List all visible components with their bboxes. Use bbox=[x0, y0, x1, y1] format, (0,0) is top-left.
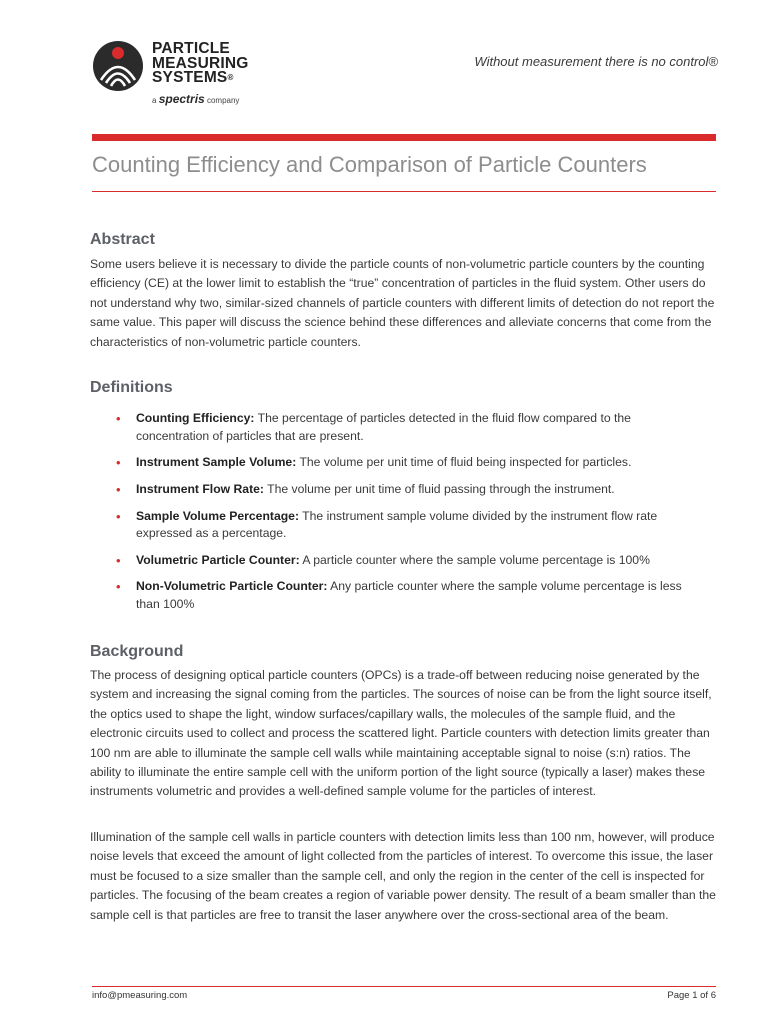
background-paragraph-2: Illumination of the sample cell walls in particle counters with detection limits less than 100 nm, however, will produce noise levels that exceed the amount of light collected from the particles of interest. To overcome this issue, the laser must be focused to a size smaller than the sample cell, and only the region in the center of the cell is inspected for particles. The focusing of the beam creates a region of variable power density. The result of a beam smaller than the sample cell is that particles are free to transit the laser anywhere over the cross-sectional area of the beam. bbox=[90, 830, 716, 922]
logo-parent-company bbox=[152, 92, 239, 106]
pms-logo-icon bbox=[92, 40, 144, 92]
footer-page-number: Page 1 of 6 bbox=[667, 990, 716, 1001]
background-heading: Background bbox=[90, 643, 184, 660]
definition-text: The volume per unit time of fluid passing through the instrument. bbox=[263, 481, 615, 496]
definition-text: The volume per unit time of fluid being inspected for particles. bbox=[296, 455, 632, 470]
logo-suffix: company bbox=[206, 96, 240, 105]
footer-email: info@pmeasuring.com bbox=[92, 990, 188, 1001]
definition-item bbox=[116, 410, 706, 445]
definition-term: Volumetric Particle Counter: bbox=[136, 552, 300, 567]
document-title: Counting Efficiency and Comparison of Particle Counters bbox=[92, 152, 647, 177]
logo-line-1: PARTICLE bbox=[152, 40, 230, 57]
definition-item bbox=[116, 481, 706, 499]
definition-text: A particle counter where the sample volume percentage is 100% bbox=[299, 552, 650, 567]
logo-registered-mark: ® bbox=[227, 73, 234, 82]
definition-item bbox=[116, 552, 706, 570]
logo-line-3 bbox=[152, 71, 249, 86]
bullet-icon: • bbox=[116, 455, 121, 471]
logo-wordmark bbox=[152, 42, 249, 86]
definition-text: Any particle counter where the sample volume percentage is less than 100% bbox=[136, 579, 682, 611]
logo-brand: spectris bbox=[158, 92, 205, 106]
header-tagline: Without measurement there is no control® bbox=[474, 54, 718, 69]
bullet-icon: • bbox=[116, 411, 121, 426]
definition-item bbox=[116, 508, 706, 543]
logo-prefix: a bbox=[152, 96, 157, 105]
definitions-heading: Definitions bbox=[90, 379, 173, 396]
logo-line-3-text: SYSTEMS bbox=[152, 69, 228, 86]
definition-term: Non-Volumetric Particle Counter: bbox=[136, 579, 328, 594]
footer-divider bbox=[92, 986, 716, 987]
bullet-icon: • bbox=[116, 508, 121, 524]
company-logo bbox=[92, 40, 292, 110]
definition-item bbox=[116, 454, 706, 472]
definition-term: Instrument Sample Volume: bbox=[136, 455, 297, 470]
abstract-text: Some users believe it is necessary to divide the particle counts of non-volumetric particle counters by the counting efficiency (CE) at the lower limit to establish the “true” concentration of particles in the fluid system. Other users do not understand why two, similar-sized channels of particle counters with different limits of detection do not report the same value. This paper will discuss the science behind these differences and alleviate concerns that come from the characteristics of non-volumetric particle counters. bbox=[90, 257, 715, 349]
definition-term: Sample Volume Percentage: bbox=[136, 508, 300, 523]
abstract-heading: Abstract bbox=[90, 231, 155, 248]
definition-item bbox=[116, 578, 706, 613]
title-divider bbox=[92, 191, 716, 192]
header-red-bar bbox=[92, 134, 716, 141]
bullet-icon: • bbox=[116, 552, 121, 568]
bullet-icon: • bbox=[116, 481, 121, 497]
definition-text: The percentage of particles detected in the fluid flow compared to the concentration of particles that are present. bbox=[136, 411, 631, 443]
definitions-list bbox=[116, 410, 706, 623]
definition-term: Counting Efficiency: bbox=[136, 411, 255, 425]
bullet-icon: • bbox=[116, 579, 121, 595]
background-paragraph-1: The process of designing optical particle counters (OPCs) is a trade-off between reducing noise generated by the system and increasing the signal coming from the particles. The sources of noise can be from the light source itself, the optics used to shape the light, window surfaces/capillary walls, the molecules of the sample fluid, and the electronic circuits used to collect and process the scattered light. Particle counters with detection limits greater than 100 nm are able to illuminate the sample cell walls while maintaining acceptable signal to noise (s:n) ratios. The ability to illuminate the entire sample cell with the uniform portion of the light source (typically a laser) makes these instruments volumetric and provides a well-defined sample volume for the particles of interest. bbox=[90, 668, 712, 799]
definition-term: Instrument Flow Rate: bbox=[136, 481, 264, 496]
definition-text: The instrument sample volume divided by the instrument flow rate expressed as a percentage. bbox=[136, 508, 658, 541]
logo-line-2: MEASURING bbox=[152, 54, 249, 72]
